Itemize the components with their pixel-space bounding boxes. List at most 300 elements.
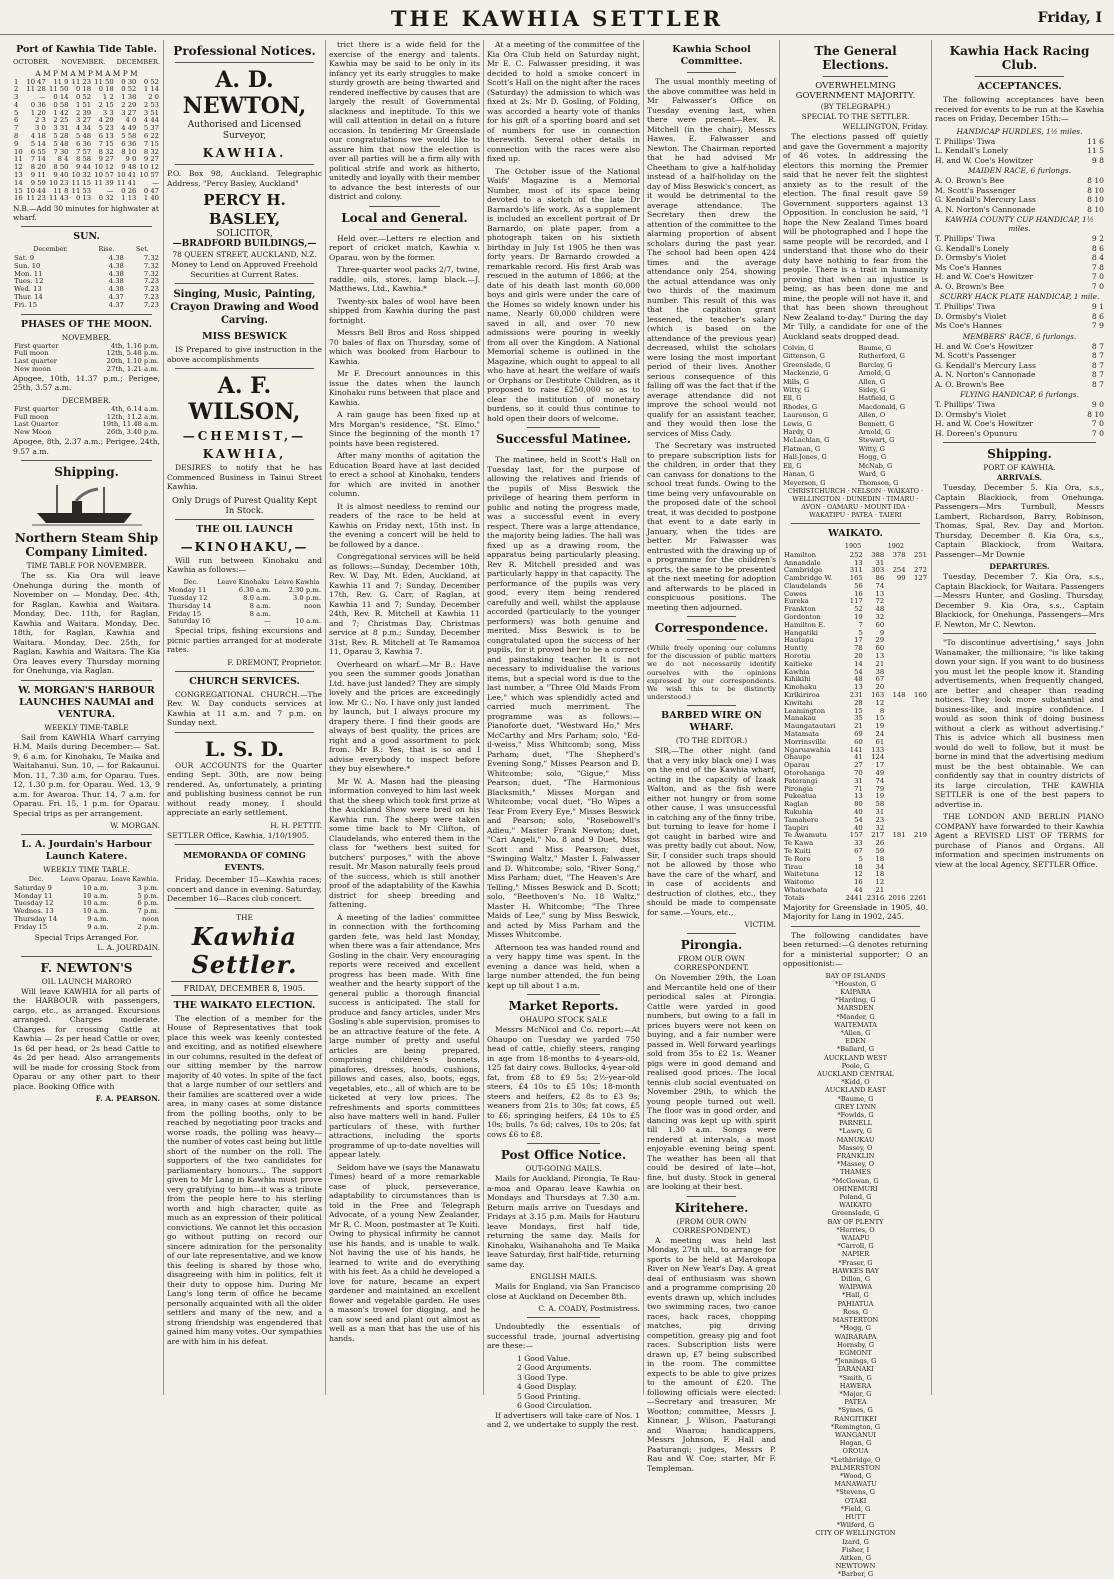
table-cell bbox=[885, 700, 906, 708]
table-cell: 9 11 bbox=[30, 171, 46, 180]
wanamaker-quote: "To discontinue advertising," says John Wanamaker, the millionaire, "is like taking down your sign. If you want to do business you must let the people know it. Standing advertisements, when frequently changed, are better and cheaper than reading notices. They look more substantial and business-like, and inspire confidence. I would as soon think of doing business without a clerk as without advertising." This is advice which all business men would do well to follow, but it must be borne in mind that the advertising medium must be the best obtainable. We can confidently say that in country districts of its large circulation, THE KAWHIA SETTLER is one of the best papers to advertise in. bbox=[935, 638, 1104, 809]
basley-text: Money to Lend on Approved Freehold Securities at Current Rates. bbox=[171, 260, 318, 279]
table-cell bbox=[907, 598, 928, 606]
table-cell: Hautapu bbox=[784, 636, 814, 645]
table-cell: Pukeatua bbox=[784, 792, 817, 801]
table-cell: Maungatautari bbox=[784, 722, 836, 731]
table-cell: 15 bbox=[875, 714, 885, 723]
table-cell: 0 52 bbox=[121, 85, 137, 94]
english-mails-title: ENGLISH MAILS. bbox=[529, 1272, 598, 1281]
table-cell: Raglan bbox=[784, 800, 809, 809]
race-weight: 8 6 bbox=[1091, 311, 1104, 321]
table-cell: 0 32 bbox=[98, 194, 114, 203]
table-cell: 9 bbox=[14, 139, 19, 148]
school-committee-text: The usual monthly meeting of the above committee was held in Mr Falwasser's Office on Tuesday evening last, when there were present—Rev. R. Mitchell (in the chair), Messrs Hawes, E. Falwasser and Newton. The Chairman reported that he had advised Mr Cheetham to give a half-holiday instead of a half-holiday on the day of Miss Beswick's concert, as it would be detrimental to the average attendance. The Secretary then drew the attention of the committee to the alarming proportion of absent scholars during the past year. The school had been open 424 times and the average attendance only 254, showing the actual attendance was only two thirds of the maximum number. This result of this was that the capitation grant lessened, the teacher's salary (which is based on the attendance of the previous year) decreased, whilst the scholars were losing the most important period of their lives. Another serious consequence of this falling off was the fact that if the average attendance did not improve the school would not qualify for an assistant teacher, and they would then lose the services of Miss Cady. bbox=[647, 77, 776, 438]
table-cell: 4 29 bbox=[98, 116, 114, 125]
returned-item: *Wilford, G bbox=[836, 1521, 875, 1530]
race-horse: A. N. Norton's Cannonade bbox=[935, 370, 1036, 379]
race-entry bbox=[935, 205, 1104, 215]
table-cell: 0 30 bbox=[121, 77, 137, 86]
returned-item: WANGANUI bbox=[835, 1430, 876, 1439]
table-cell: 18 bbox=[854, 862, 863, 871]
table-cell: 117 bbox=[849, 597, 863, 606]
table-cell: 28 bbox=[854, 698, 863, 707]
local-paragraph: Held over.—Letters re election and report of cricket match, Kawhia v. Oparau, won by the former. bbox=[329, 233, 480, 262]
nss-title: Northern Steam Ship Company Limited. bbox=[14, 531, 159, 559]
race-horse: A. O. Brown's Bee bbox=[935, 281, 1005, 291]
essentials-list bbox=[487, 1354, 640, 1411]
returned-item: CITY OF WELLINGTON bbox=[815, 1529, 896, 1538]
table-cell bbox=[885, 856, 906, 864]
race-entry bbox=[935, 253, 1104, 263]
table-cell: 40 bbox=[854, 808, 863, 816]
table-cell: Totals bbox=[784, 893, 805, 902]
returned-item: *Jennings, G bbox=[834, 1357, 877, 1366]
race-entry bbox=[935, 137, 1104, 147]
table-cell: 10 41 bbox=[116, 171, 137, 180]
table-cell: Kawhia bbox=[784, 667, 810, 676]
table-cell: 388 bbox=[871, 550, 885, 559]
table-cell: 58 bbox=[875, 800, 885, 809]
table-cell: New Moon bbox=[14, 428, 52, 437]
table-cell: 1 bbox=[14, 77, 19, 86]
returned-item: Fisher, I bbox=[841, 1545, 870, 1554]
table-cell: Thursday 14 bbox=[14, 914, 58, 923]
table-cell: 4 49 bbox=[121, 124, 137, 133]
table-cell bbox=[885, 583, 906, 591]
kinohaku-signature: F. DREMONT, Proprietor. bbox=[227, 657, 322, 667]
table-cell: 9 27 bbox=[143, 155, 159, 164]
acceptances-text: The following acceptances have been received for events to be run at the Kawhia races on Friday, December 15th:— bbox=[935, 95, 1104, 123]
table-cell: 378 bbox=[892, 550, 906, 559]
returned-item: Aitken, G bbox=[839, 1553, 872, 1562]
race-weight: 8 10 bbox=[1087, 204, 1104, 214]
returned-item: AUCKLAND WEST bbox=[823, 1053, 888, 1062]
returned-item: Poland, G bbox=[839, 1193, 872, 1202]
market-subtitle: OHAUPO STOCK SALE bbox=[519, 1015, 608, 1024]
table-cell: 157 bbox=[849, 831, 863, 840]
member-item: Hardy, O bbox=[783, 428, 813, 437]
column-1 bbox=[10, 40, 163, 1395]
member-item: Baume, G bbox=[858, 344, 892, 352]
race-entry bbox=[935, 361, 1104, 371]
jourdain-row bbox=[13, 924, 160, 932]
table-cell: 60 bbox=[854, 737, 863, 746]
table-cell: 11 8 bbox=[53, 186, 69, 195]
hack-racing-title: Kawhia Hack Racing Club. bbox=[949, 44, 1090, 72]
race-entry bbox=[935, 351, 1104, 361]
returned-item: WAIPAWA bbox=[838, 1283, 873, 1292]
table-cell bbox=[885, 598, 906, 606]
table-cell: 1 40 bbox=[143, 194, 159, 203]
tide-note: N.B.—Add 30 minutes for highwater at wharf. bbox=[13, 204, 159, 223]
race-event-title: HANDICAP HURDLES, 1½ miles. bbox=[956, 126, 1083, 136]
kiritehere-text: A meeting was held last Monday, 27th ult., to arrange for sports to be held at Marokopa River on New Year's Day. A great deal of enthusiasm was shown and a programme comprising 20 events drawn up, which includes two swimming races, two canoe races, hack races, chopping matches, pig driving competition, greasy pig and foot races. Subscription lists were drawn up, £7 being subscribed in the room. The committee expects to be able to give prizes to the amount of £20. The following officials were elected:—Secretary and treasurer, Mr Wootton; committee, Messrs J. Kinnear, J. Wilson, Paaturangi and Waaroa; handicappers, Messrs Johnson, F. Hall and Paaturangi; judges, Messrs P. Rau and W. Coe; starter, Mr F. Templeman. bbox=[647, 1235, 776, 1473]
table-cell: 1 14 bbox=[143, 85, 159, 94]
member-item: Barclay, G bbox=[858, 360, 893, 369]
table-cell: 19th, 11.48 a.m. bbox=[102, 420, 159, 429]
table-cell: 32 bbox=[875, 613, 885, 622]
table-cell: 13 bbox=[14, 171, 23, 180]
race-horse: A. O. Brown's Bee bbox=[935, 176, 1005, 185]
race-horse: H. and W. Coe's Howitzer bbox=[935, 272, 1034, 281]
table-cell: Gordonton bbox=[784, 613, 821, 622]
table-cell: 11 43 bbox=[49, 194, 69, 203]
table-header-cell: Set. bbox=[136, 245, 149, 254]
race-entry bbox=[935, 234, 1104, 244]
table-cell: 18 bbox=[875, 854, 885, 863]
table-cell: Manakau bbox=[784, 714, 816, 723]
table-cell bbox=[885, 809, 906, 817]
table-cell bbox=[907, 801, 928, 809]
member-item: Hanan, G bbox=[783, 470, 815, 479]
table-cell bbox=[885, 661, 906, 669]
race-horse: D. Ormsby's Violet bbox=[935, 311, 1007, 321]
table-cell: — bbox=[39, 93, 46, 102]
table-cell: Kihikihi bbox=[784, 675, 811, 684]
election-continued-text: trict there is a wide field for the exercise of the energy and talents. Kawhia may be said to be only in its infancy yet its early struggles to make sturdy growth are being thwarted and rendered ineffective by causes that are largely the result of Governmental slackness and ineptitude. To this we will call attention in detail on a future occasion. In tendering Mr Greenslade our congratulations we would like to assure him that now the election is over all parties will be a firm ally with political strife and work as hitherto, unitedly and loyally with their member to advance the best interests of our district and colony. bbox=[329, 40, 480, 201]
table-cell: 67 bbox=[854, 846, 863, 855]
table-cell bbox=[885, 591, 906, 599]
table-cell bbox=[885, 778, 906, 786]
table-cell: 10 bbox=[14, 147, 23, 156]
race-horse: H. Doreen's Opunuru bbox=[935, 428, 1018, 438]
race-entry bbox=[935, 195, 1104, 205]
table-cell: 71 bbox=[854, 784, 863, 793]
jourdain-subtitle: WEEKLY TIME TABLE. bbox=[43, 865, 130, 874]
returned-item: EGMONT bbox=[839, 1348, 872, 1357]
table-cell bbox=[885, 630, 906, 638]
barbed-wire-to: (TO THE EDITOR.) bbox=[675, 736, 748, 746]
returned-item: MARSDEN bbox=[837, 1004, 874, 1013]
tide-month: OCTOBER. bbox=[13, 58, 50, 66]
table-cell: Horotiu bbox=[784, 652, 811, 661]
school-committee-text-2: The Secretary was instructed to prepare subscription lists for the children, in order that they can canvass for donations to the school treat funds. Owing to the time being very unfavourable on the proposed date of the school treat, it was decided to postpone that event to a date early in January, when the tides are better. Mr Falwasser was entrusted with the drawing up of a programme for the children's sports, the same to be presented at the next meeting for adoption and afterwards to be placed in conspicuous positions. The meeting then adjourned. bbox=[647, 441, 776, 612]
table-cell: 4 44 bbox=[143, 116, 159, 125]
table-cell: Tuesday 12 bbox=[14, 899, 54, 908]
table-cell: Matamata bbox=[784, 730, 820, 739]
race-entry bbox=[935, 272, 1104, 282]
member-item: Gittenson, G bbox=[783, 352, 825, 361]
race-entry bbox=[935, 263, 1104, 273]
returned-item: *Mander, G bbox=[836, 1012, 875, 1021]
general-elections-by: (BY TELEGRAPH.) bbox=[820, 102, 891, 111]
tide-table bbox=[13, 79, 160, 204]
local-paragraph: Twenty-six bales of wool have been shipped from Kawhia during the past fortnight. bbox=[329, 296, 480, 325]
paper-date: FRIDAY, DECEMBER 8, 1905. bbox=[183, 983, 306, 993]
table-cell: 4.37 bbox=[108, 293, 124, 302]
table-header-cell: Dec. bbox=[183, 577, 199, 586]
table-cell: 2 53 bbox=[143, 100, 159, 109]
table-cell: 165 bbox=[849, 574, 863, 583]
table-cell: 4.38 bbox=[108, 285, 124, 294]
basley-street: 78 QUEEN STREET, AUCKLAND, N.Z. bbox=[172, 250, 317, 259]
returned-item: Greenslade, G bbox=[831, 1209, 880, 1218]
table-cell bbox=[907, 669, 928, 677]
table-cell: 12 bbox=[875, 878, 885, 887]
singing-notice: Singing, Music, Painting, Crayon Drawing and Wood Carving. bbox=[170, 289, 319, 326]
port-of-kawhia: PORT OF KAWHIA. bbox=[983, 463, 1056, 472]
race-event-title: KAWHIA COUNTY CUP HANDICAP, 1½ miles. bbox=[945, 215, 1094, 233]
table-cell: 21 bbox=[875, 885, 885, 894]
returned-item: KAIPARA bbox=[840, 987, 871, 996]
table-cell: 7 30 bbox=[53, 147, 69, 156]
shipping-title: Shipping. bbox=[54, 465, 119, 479]
matinee-title: Successful Matinee. bbox=[495, 432, 632, 446]
table-cell: 99 bbox=[896, 574, 906, 583]
table-header-cell: Leave Kawhia. bbox=[111, 875, 159, 883]
table-cell: 0 18 bbox=[98, 85, 114, 94]
race-horse: T. Phillips' Tiwa bbox=[935, 234, 996, 243]
table-cell: 17 bbox=[875, 761, 885, 770]
kinohaku-table bbox=[167, 578, 322, 627]
table-cell: 4.38 bbox=[108, 277, 124, 286]
race-event-title: SCURRY HACK PLATE HANDICAP, 1 mile. bbox=[939, 292, 1100, 301]
wilson-subtitle: —CHEMIST,— bbox=[182, 429, 307, 443]
table-cell: Paterangi bbox=[784, 776, 818, 785]
school-committee-title: Kawhia School Committee. bbox=[672, 44, 751, 67]
table-cell: 27th, 1.21 a.m. bbox=[106, 365, 159, 374]
barnardo-text: The October issue of the National Waifs' Magazine is a Memorial Number, most of its space being devoted to a sketch of the late Dr Barnardo's life work. As a supplement is included an excellent portrait of Dr Barnardo, on plate paper, from a photograph taken on his sixtieth birthday in July 1st 1905 he then was forty years. Dr Barnardo crowded a remarkable record. His first Arab was rescued in the autumn of 1866; at the date of his death last month 60,000 boys and girls were under the care of the Homes so widely known under his name. Nearly 60,000 children were saved in all, and over 70 new admissions were pouring in weekly from all over the Kingdom. A National Memorial scheme is outlined in the Magazine, which ought to appeal to all who have at heart the welfare of waifs or Orphans or Destitute Children, as it proposed to raise £250,000 so as to clear the institution of monetary burdens, so it could thus continue to hold open their doors of welcome. bbox=[487, 166, 640, 423]
table-cell: 7.32 bbox=[143, 254, 159, 263]
returned-item: WAIAPU bbox=[841, 1234, 870, 1243]
local-paragraph: Overheard on wharf.—Mr B.: Have you seen the summer goods Jonathan Ltd. have just landed? They are simply lovely and the prices are exceedingly low. Mr C.: No. I have only just landed by launch, but I always procure my drapery there. I find their goods are always of best quality, the prices are right and a good assortment to pick from. Mr B.: Yes, that is so and I advise everybody to inspect before they buy elsewhere.* bbox=[329, 659, 480, 773]
column-2 bbox=[163, 40, 325, 1395]
basley-name: PERCY H. BASLEY, bbox=[203, 191, 286, 228]
tide-month: NOVEMBER. bbox=[61, 58, 106, 66]
table-cell: 20th, 1.10 p.m. bbox=[106, 357, 159, 366]
race-entry bbox=[935, 302, 1104, 312]
waikato-election-text: The election of a member for the House of Representatives that took place this week was keenly contested and exciting, and as notified elsewhere in our columns, resulted in the defeat of our sitting member by the narrow majority of 40 votes. In spite of the fact that a large number of our settlers and their families are scattered over a wide area, in many cases at some distance from the polling booths, only to be reached by negotiating poor tracks and worse roads, the polling was heavy—the number of votes cast being but little short of the number on the roll. The supporters of the two candidates for parliamentary honours... The support given to Mr Lang in Kawhia must prove very gratifying to him—it was a tribute from the people here to his sterling worth and high character, quite as much as an expression of their political convictions. We cannot let this occasion go without putting on record our sincere admiration for the personality of our late representative, and we know this feeling is shared by those who, disagreeing with him in politics, felt it their duty to oppose him. During Mr Lang's long term of office he became personally acquainted with all the older settlers and many of the new, and a strong friendship was engendered that gained him many votes. Our sympathies are with him in his defeat. bbox=[167, 1013, 322, 1346]
table-cell: 0 58 bbox=[53, 100, 69, 109]
morgan-title: W. MORGAN'S HARBOUR LAUNCHES NAUMAI and VENTURA. bbox=[18, 684, 155, 720]
table-cell: 2 bbox=[14, 85, 19, 94]
table-cell: 7 15 bbox=[98, 139, 114, 148]
returned-item: PARNELL bbox=[839, 1119, 872, 1128]
table-cell: 5 48 bbox=[75, 132, 92, 141]
moon-nov-table bbox=[13, 343, 160, 374]
table-cell: 8 50 bbox=[53, 163, 69, 172]
professional-notices-title: Professional Notices. bbox=[173, 44, 316, 58]
returned-item: MASTERTON bbox=[832, 1316, 879, 1325]
table-cell: 127 bbox=[914, 574, 927, 583]
race-horse: G. Kendall's Lonely bbox=[935, 243, 1009, 253]
table-cell: 52 bbox=[854, 605, 863, 614]
moon-november: NOVEMBER. bbox=[61, 332, 112, 342]
returned-item: Izard, G bbox=[842, 1537, 869, 1546]
member-item: Greenslade, G bbox=[783, 360, 831, 369]
table-cell: 59 bbox=[875, 846, 885, 855]
lsd-signature: H. H. PETTIT. bbox=[270, 820, 322, 830]
waikato-table-title: WAIKATO. bbox=[828, 527, 883, 539]
jourdain-signature: L. A. JOURDAIN. bbox=[97, 942, 160, 952]
table-cell: 9 44 bbox=[75, 163, 92, 172]
returned-item: TARANAKI bbox=[837, 1365, 874, 1374]
table-cell: 3 0 bbox=[35, 124, 46, 133]
table-cell: 74 bbox=[875, 776, 885, 785]
table-cell: 7.23 bbox=[143, 300, 159, 309]
table-cell: Pirongia bbox=[784, 784, 814, 793]
table-cell: 11 50 bbox=[94, 77, 114, 86]
table-cell: Wed. 13 bbox=[14, 285, 42, 294]
table-cell: Eureka bbox=[784, 597, 809, 606]
race-entry bbox=[935, 186, 1104, 196]
table-cell bbox=[907, 754, 928, 762]
member-item: Witty, G bbox=[783, 386, 810, 395]
table-cell: 5 48 bbox=[53, 139, 69, 148]
table-cell: Tirau bbox=[784, 862, 803, 871]
member-item: Hall-Jones, G bbox=[783, 453, 827, 462]
arrivals-title: ARRIVALS. bbox=[996, 473, 1043, 482]
table-cell: 10 57 bbox=[139, 171, 159, 180]
table-cell bbox=[907, 856, 928, 864]
table-cell: 8 bbox=[879, 706, 885, 715]
race-entry bbox=[935, 244, 1104, 254]
table-cell: 20 bbox=[854, 652, 863, 661]
tide-subhead: A M P M A M P M A M P M bbox=[35, 68, 138, 78]
returned-item: *Hogg, G bbox=[840, 1324, 871, 1333]
table-cell: 1 2 bbox=[102, 93, 114, 102]
essentials-item: 2 Good Arguments. bbox=[517, 1363, 592, 1372]
table-cell bbox=[907, 762, 928, 770]
returned-item: *Harding, G bbox=[835, 996, 876, 1005]
member-item: Laurenson, G bbox=[783, 411, 828, 420]
masthead-title: THE KAWHIA SETTLER bbox=[390, 6, 724, 31]
table-cell: 8 10 bbox=[121, 147, 137, 156]
returned-item: *Fraser, G bbox=[838, 1258, 873, 1267]
kiritehere-from: (FROM OUR OWN CORRESPONDENT.) bbox=[672, 1216, 751, 1235]
general-elections-text: The elections passed off quietly and gave the Government a majority of 46 votes. In addressing the electors this morning the Premier said that he never felt the slightest anxiety as to the result of the election. The final result gave 59 Government supporters against 13 Opposition. In conclusion he said, "I hope the New Zealand Times board will be photographed and I hope the same people will be recorded, and I understand that those who do their duty have nothing to fear from the people. There is a trait in humanity proving that when an injustice is being, as has been done me and mine, the people will not have it, and that has been shown throughout New Zealand to-day." During the day Mr Tilly, a candidate for one of the Auckland seats dropped dead. bbox=[783, 132, 928, 341]
local-paragraph: Messrs Bell Bros and Ross shipped 70 bales of flax on Thursday, some of which was booked from Harbour to Kawhia. bbox=[329, 328, 480, 366]
table-cell: 2.30 p.m. bbox=[288, 586, 321, 595]
post-office-text: Mails for Auckland, Pirongia, Te Rau-a-moa and Oparau leave Kawhia on Mondays and Thursdays at 7.30 a.m. Return mails arrive on Tuesdays and Fridays at 3.15 p.m. Mails for Hauturu leave Mondays, first half tide, returning the same day. Mails for Kinohaku, Waihanahoha and Te Maika leave Saturday, first half-tide, returning same day. bbox=[487, 1174, 640, 1269]
table-cell: 0 18 bbox=[75, 85, 92, 94]
member-item: Thomson, G bbox=[858, 478, 899, 487]
returned-item: *Baume, G bbox=[837, 1094, 874, 1103]
paper-the: THE bbox=[236, 912, 253, 922]
table-cell: 3 31 bbox=[53, 124, 69, 133]
essentials-item: 3 Good Type. bbox=[517, 1372, 568, 1382]
table-cell bbox=[885, 645, 906, 653]
general-elections-title: The General Elections. bbox=[814, 44, 897, 72]
table-cell: 1 38 bbox=[121, 93, 137, 102]
returned-item: *Symes, G bbox=[838, 1406, 873, 1415]
table-cell bbox=[907, 739, 928, 747]
essentials-item: 6 Good Circulation. bbox=[517, 1401, 593, 1410]
table-cell: 219 bbox=[914, 831, 927, 840]
table-cell: Claudelands bbox=[784, 581, 827, 590]
table-cell: 26 bbox=[875, 839, 885, 848]
table-cell bbox=[907, 778, 928, 786]
table-cell: 4.37 bbox=[108, 300, 124, 309]
table-cell: 124 bbox=[871, 753, 885, 762]
basley-subtitle: SOLICITOR, bbox=[216, 229, 273, 239]
race-entry bbox=[935, 410, 1104, 420]
table-cell: 12 bbox=[875, 698, 885, 707]
member-item: Colvin, G bbox=[783, 344, 814, 352]
table-cell: 8 32 bbox=[143, 147, 159, 156]
member-item: Arnold, G bbox=[858, 369, 891, 378]
race-weight: 11 6 bbox=[1087, 136, 1104, 146]
kinohaku-launch-text: Will run between Kinohaku and Kawhia as follows:— bbox=[167, 555, 322, 574]
table-cell bbox=[885, 731, 906, 739]
table-cell: 7.23 bbox=[143, 277, 159, 286]
table-cell bbox=[885, 747, 906, 755]
table-cell: 14 bbox=[14, 178, 23, 187]
local-general-title: Local and General. bbox=[341, 210, 468, 225]
waikato-election-title: THE WAIKATO ELECTION. bbox=[173, 999, 316, 1011]
table-cell bbox=[907, 645, 928, 653]
kinohaku-launch-title: THE OIL LAUNCH bbox=[196, 523, 293, 535]
table-cell: 8 32 bbox=[98, 147, 114, 156]
table-cell: First quarter bbox=[14, 341, 59, 350]
local-paragraph: Mr W. A. Mason had the pleasing information conveyed to him last week that the sheep which took first prize at the Auckland Show were bred on his Kawhia run. The sheep were taken some time back to Mr Clifton, of Claudelands, who entered them in the class for "wethers best suited for butchers' purposes," with the above result. Mr Mason naturally feels proud of the success, which is still another proof of the adaptability of the Kawhia district for sheep breeding and fattening. bbox=[329, 776, 480, 909]
table-cell bbox=[885, 786, 906, 794]
table-cell: Rukuhia bbox=[784, 808, 813, 816]
table-cell: Mon. 11 bbox=[14, 269, 43, 278]
table-cell: 148 bbox=[892, 691, 906, 700]
table-cell: Wednes. 13 bbox=[14, 907, 54, 916]
table-cell: 54 bbox=[854, 815, 863, 824]
local-paragraph: Seldom have we (says the Manawatu Times) heard of a more remarkable case of pluck, perseverance, adaptability to circumstances than is told in the Free and Telegraph Advocate, of a young New Zealander, Mr R. C. Moon, postmaster at Te Kuiti. Owing to physical infirmity he cannot use his hands, and is unable to walk. Not having the use of his hands, he learned to write and do everything with his feet. As a child he developed a love for nature, became an expert gardener and maintained an excellent flower and vegetable garden. He uses a mason's trowel for digging, and he can sow seed and plant out almost as well as a man that has the use of his hands. bbox=[329, 1162, 480, 1343]
returned-item: *Kidd, O bbox=[841, 1078, 870, 1087]
table-cell: 252 bbox=[849, 550, 863, 559]
table-cell bbox=[907, 840, 928, 848]
table-cell bbox=[885, 840, 906, 848]
race-horse: Ms Coe's Hannes bbox=[935, 321, 1002, 330]
tide-month: DECEMBER. bbox=[116, 58, 160, 66]
table-cell bbox=[885, 676, 906, 684]
member-item: Ward, G bbox=[858, 470, 886, 479]
table-cell: Ohaupo bbox=[784, 753, 811, 762]
member-item: Ell, G bbox=[783, 461, 802, 470]
race-weight: 7 8 bbox=[1091, 262, 1104, 272]
race-event-title: MAIDEN RACE, 6 furlongs. bbox=[967, 166, 1072, 175]
returned-item: *Hall, G bbox=[842, 1291, 869, 1300]
essentials-item: 5 Good Printing. bbox=[517, 1391, 581, 1401]
race-horse: M. Scott's Passenger bbox=[935, 351, 1016, 360]
member-item: Stewart, G bbox=[858, 436, 895, 445]
wilson-note: Only Drugs of Purest Quality Kept In Stock. bbox=[172, 494, 317, 515]
lsd-office: SETTLER Office, Kawhia, 1/10/1905. bbox=[167, 830, 310, 840]
member-item: Ell, G bbox=[783, 394, 802, 403]
local-paragraph: A rain gauge has been fixed up at Mrs Morgan's residence, "St. Elmo." Since the beginning of the month 17 points have been registered. bbox=[329, 410, 480, 448]
column-7 bbox=[931, 40, 1107, 1395]
table-cell: 7 15 bbox=[143, 139, 159, 148]
race-entry bbox=[935, 342, 1104, 352]
table-cell: 5 28 bbox=[53, 132, 69, 141]
returned-item: HUTT bbox=[845, 1512, 866, 1521]
race-horse: G. Kendall's Mercury Lass bbox=[935, 195, 1036, 204]
race-weight: 8 7 bbox=[1091, 341, 1104, 351]
table-cell bbox=[885, 614, 906, 622]
race-weight: 7 0 bbox=[1091, 419, 1104, 428]
table-cell: 160 bbox=[914, 691, 927, 700]
table-cell bbox=[885, 817, 906, 825]
returned-item: NEWTOWN bbox=[835, 1562, 876, 1571]
table-cell bbox=[885, 871, 906, 879]
table-cell: 10 a.m. bbox=[82, 907, 109, 916]
local-paragraph: It is almost needless to remind our readers of the race to be held at Kawhia on Friday next, 15th inst. In the evening a concert will be held to be followed by a dance. bbox=[329, 501, 480, 549]
returned-item: *Stevens, G bbox=[835, 1488, 876, 1497]
race-weight: 8 6 bbox=[1091, 243, 1104, 253]
table-cell: 9 48 bbox=[121, 163, 137, 172]
table-cell: Morrinsville bbox=[784, 737, 826, 746]
post-office-subtitle: OUT-GOING MAILS. bbox=[525, 1164, 602, 1173]
table-cell bbox=[885, 879, 906, 887]
moon-december: DECEMBER. bbox=[62, 395, 111, 405]
table-cell: 272 bbox=[914, 566, 927, 575]
